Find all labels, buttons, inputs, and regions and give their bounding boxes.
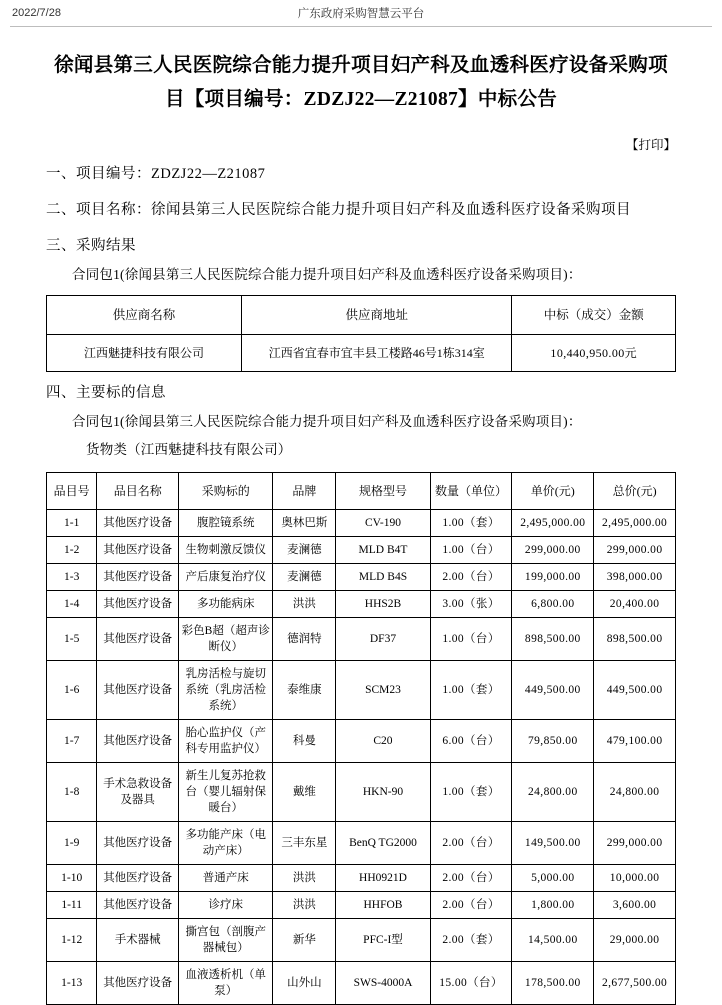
cell-unit-price: 24,800.00 — [512, 763, 594, 822]
cell-quantity-unit: 6.00（台） — [430, 720, 512, 763]
cell-total-price: 398,000.00 — [594, 564, 676, 591]
table-row — [47, 720, 676, 763]
col-brand: 品牌 — [273, 473, 336, 510]
cell-brand: 山外山 — [273, 962, 336, 1005]
cell-item-category: 其他医疗设备 — [97, 962, 179, 1005]
cell-item-subject: 多功能病床 — [179, 591, 273, 618]
cell-brand: 麦澜德 — [273, 537, 336, 564]
cell-item-category: 其他医疗设备 — [97, 720, 179, 763]
cell-model: HH0921D — [336, 865, 430, 892]
cell-item-subject: 腹腔镜系统 — [179, 510, 273, 537]
cell-quantity-unit: 1.00（套） — [430, 763, 512, 822]
cell-brand: 洪洪 — [273, 591, 336, 618]
section-project-name: 二、项目名称：徐闻县第三人民医院综合能力提升项目妇产科及血透科医疗设备采购项目 — [46, 202, 631, 218]
section-main-items: 四、主要标的信息 — [46, 385, 166, 401]
cell-item-subject: 生物刺激反馈仪 — [179, 537, 273, 564]
cell-unit-price: 178,500.00 — [512, 962, 594, 1005]
cell-unit-price: 14,500.00 — [512, 919, 594, 962]
browser-print-header — [0, 0, 722, 26]
cell-unit-price: 2,495,000.00 — [512, 510, 594, 537]
table-row — [47, 822, 676, 865]
cell-item-no: 1-6 — [47, 661, 97, 720]
cell-brand: 科曼 — [273, 720, 336, 763]
cell-model: DF37 — [336, 618, 430, 661]
cell-item-no: 1-3 — [47, 564, 97, 591]
cell-item-no: 1-5 — [47, 618, 97, 661]
cell-quantity-unit: 2.00（台） — [430, 564, 512, 591]
cell-unit-price: 6,800.00 — [512, 591, 594, 618]
cell-unit-price: 299,000.00 — [512, 537, 594, 564]
cell-brand: 泰维康 — [273, 661, 336, 720]
section-procurement-result: 三、采购结果 — [46, 238, 136, 254]
table-row — [47, 591, 676, 618]
supplier-table — [46, 295, 676, 372]
cell-brand: 德润特 — [273, 618, 336, 661]
cell-quantity-unit: 2.00（台） — [430, 865, 512, 892]
cell-unit-price: 5,000.00 — [512, 865, 594, 892]
contract-package-1-label: 合同包1(徐闻县第三人民医院综合能力提升项目妇产科及血透科医疗设备采购项目)： — [72, 267, 582, 282]
cell-total-price: 10,000.00 — [594, 865, 676, 892]
cell-award-amount: 10,440,950.00元 — [512, 335, 676, 372]
col-item-category: 品目名称 — [97, 473, 179, 510]
cell-unit-price: 898,500.00 — [512, 618, 594, 661]
contract-package-1-label-2: 合同包1(徐闻县第三人民医院综合能力提升项目妇产科及血透科医疗设备采购项目)： — [72, 414, 582, 429]
col-item-subject: 采购标的 — [179, 473, 273, 510]
col-item-no: 品目号 — [47, 473, 97, 510]
cell-total-price: 2,495,000.00 — [594, 510, 676, 537]
cell-supplier-name: 江西魅捷科技有限公司 — [47, 335, 242, 372]
cell-model: MLD B4S — [336, 564, 430, 591]
cell-quantity-unit: 2.00（台） — [430, 892, 512, 919]
col-total-price: 总价(元) — [594, 473, 676, 510]
cell-total-price: 299,000.00 — [594, 537, 676, 564]
cell-quantity-unit: 1.00（套） — [430, 510, 512, 537]
cell-item-no: 1-7 — [47, 720, 97, 763]
table-header-row — [47, 473, 676, 510]
platform-name: 广东政府采购智慧云平台 — [297, 8, 425, 20]
goods-category-label: 货物类（江西魅捷科技有限公司） — [86, 442, 292, 457]
cell-total-price: 479,100.00 — [594, 720, 676, 763]
cell-item-category: 手术急救设备及器具 — [97, 763, 179, 822]
col-supplier-name: 供应商名称 — [47, 296, 242, 335]
cell-total-price: 29,000.00 — [594, 919, 676, 962]
cell-brand: 麦澜德 — [273, 564, 336, 591]
table-row — [47, 763, 676, 822]
col-unit-price: 单价(元) — [512, 473, 594, 510]
cell-item-no: 1-13 — [47, 962, 97, 1005]
print-date: 2022/7/28 — [12, 7, 61, 19]
cell-brand: 戴维 — [273, 763, 336, 822]
cell-model: HKN-90 — [336, 763, 430, 822]
table-row — [47, 510, 676, 537]
cell-supplier-address: 江西省宜春市宜丰县工楼路46号1栋314室 — [241, 335, 511, 372]
cell-unit-price: 1,800.00 — [512, 892, 594, 919]
cell-brand: 新华 — [273, 919, 336, 962]
cell-model: SWS-4000A — [336, 962, 430, 1005]
cell-quantity-unit: 3.00（张） — [430, 591, 512, 618]
cell-item-category: 其他医疗设备 — [97, 822, 179, 865]
col-model: 规格型号 — [336, 473, 430, 510]
cell-total-price: 3,600.00 — [594, 892, 676, 919]
cell-item-no: 1-4 — [47, 591, 97, 618]
cell-item-subject: 多功能产床（电动产床） — [179, 822, 273, 865]
cell-model: SCM23 — [336, 661, 430, 720]
table-row — [47, 962, 676, 1005]
table-row — [47, 564, 676, 591]
col-supplier-address: 供应商地址 — [241, 296, 511, 335]
table-row — [47, 618, 676, 661]
cell-item-no: 1-8 — [47, 763, 97, 822]
cell-item-subject: 新生儿复苏抢救台（婴儿辐射保暖台） — [179, 763, 273, 822]
cell-item-no: 1-11 — [47, 892, 97, 919]
cell-unit-price: 149,500.00 — [512, 822, 594, 865]
cell-quantity-unit: 2.00（套） — [430, 919, 512, 962]
cell-item-subject: 彩色B超（超声诊断仪） — [179, 618, 273, 661]
print-row — [46, 135, 676, 153]
cell-total-price: 898,500.00 — [594, 618, 676, 661]
cell-quantity-unit: 1.00（套） — [430, 661, 512, 720]
cell-unit-price: 79,850.00 — [512, 720, 594, 763]
cell-brand: 奥林巴斯 — [273, 510, 336, 537]
table-row — [47, 537, 676, 564]
cell-item-subject: 乳房活检与旋切系统（乳房活检系统） — [179, 661, 273, 720]
cell-model: HHFOB — [336, 892, 430, 919]
cell-item-category: 其他医疗设备 — [97, 537, 179, 564]
items-table — [46, 472, 676, 1005]
table-row — [47, 661, 676, 720]
cell-item-category: 其他医疗设备 — [97, 661, 179, 720]
cell-unit-price: 199,000.00 — [512, 564, 594, 591]
cell-quantity-unit: 1.00（台） — [430, 618, 512, 661]
cell-brand: 洪洪 — [273, 892, 336, 919]
col-award-amount: 中标（成交）金额 — [512, 296, 676, 335]
cell-item-category: 其他医疗设备 — [97, 510, 179, 537]
cell-unit-price: 449,500.00 — [512, 661, 594, 720]
cell-item-category: 手术器械 — [97, 919, 179, 962]
cell-model: CV-190 — [336, 510, 430, 537]
cell-item-category: 其他医疗设备 — [97, 618, 179, 661]
cell-quantity-unit: 1.00（台） — [430, 537, 512, 564]
cell-item-no: 1-1 — [47, 510, 97, 537]
cell-model: PFC-I型 — [336, 919, 430, 962]
print-button[interactable]: 【打印】 — [625, 138, 676, 152]
col-quantity-unit: 数量（单位） — [430, 473, 512, 510]
cell-item-category: 其他医疗设备 — [97, 892, 179, 919]
cell-total-price: 299,000.00 — [594, 822, 676, 865]
cell-total-price: 20,400.00 — [594, 591, 676, 618]
cell-item-subject: 产后康复治疗仪 — [179, 564, 273, 591]
cell-item-subject: 血液透析机（单泵） — [179, 962, 273, 1005]
cell-total-price: 449,500.00 — [594, 661, 676, 720]
cell-item-subject: 诊疗床 — [179, 892, 273, 919]
table-row — [47, 892, 676, 919]
cell-item-no: 1-12 — [47, 919, 97, 962]
cell-item-category: 其他医疗设备 — [97, 865, 179, 892]
cell-quantity-unit: 2.00（台） — [430, 822, 512, 865]
cell-item-category: 其他医疗设备 — [97, 564, 179, 591]
table-row — [47, 865, 676, 892]
cell-item-no: 1-9 — [47, 822, 97, 865]
section-project-number: 一、项目编号：ZDZJ22—Z21087 — [46, 166, 266, 182]
cell-item-subject: 普通产床 — [179, 865, 273, 892]
cell-model: HHS2B — [336, 591, 430, 618]
cell-model: MLD B4T — [336, 537, 430, 564]
table-row — [47, 919, 676, 962]
cell-total-price: 2,677,500.00 — [594, 962, 676, 1005]
table-header-row — [47, 296, 676, 335]
cell-item-subject: 胎心监护仪（产科专用监护仪） — [179, 720, 273, 763]
cell-brand: 洪洪 — [273, 865, 336, 892]
cell-item-no: 1-10 — [47, 865, 97, 892]
header-divider — [10, 26, 712, 27]
page-title: 徐闻县第三人民医院综合能力提升项目妇产科及血透科医疗设备采购项目【项目编号：ZDZJ22—Z21087】中标公告 — [54, 55, 668, 110]
cell-item-subject: 撕宫包（剖腹产器械包） — [179, 919, 273, 962]
cell-item-no: 1-2 — [47, 537, 97, 564]
cell-model: C20 — [336, 720, 430, 763]
document-content — [0, 49, 722, 1005]
cell-model: BenQ TG2000 — [336, 822, 430, 865]
cell-quantity-unit: 15.00（台） — [430, 962, 512, 1005]
cell-total-price: 24,800.00 — [594, 763, 676, 822]
cell-brand: 三丰东星 — [273, 822, 336, 865]
cell-item-category: 其他医疗设备 — [97, 591, 179, 618]
table-row — [47, 335, 676, 372]
